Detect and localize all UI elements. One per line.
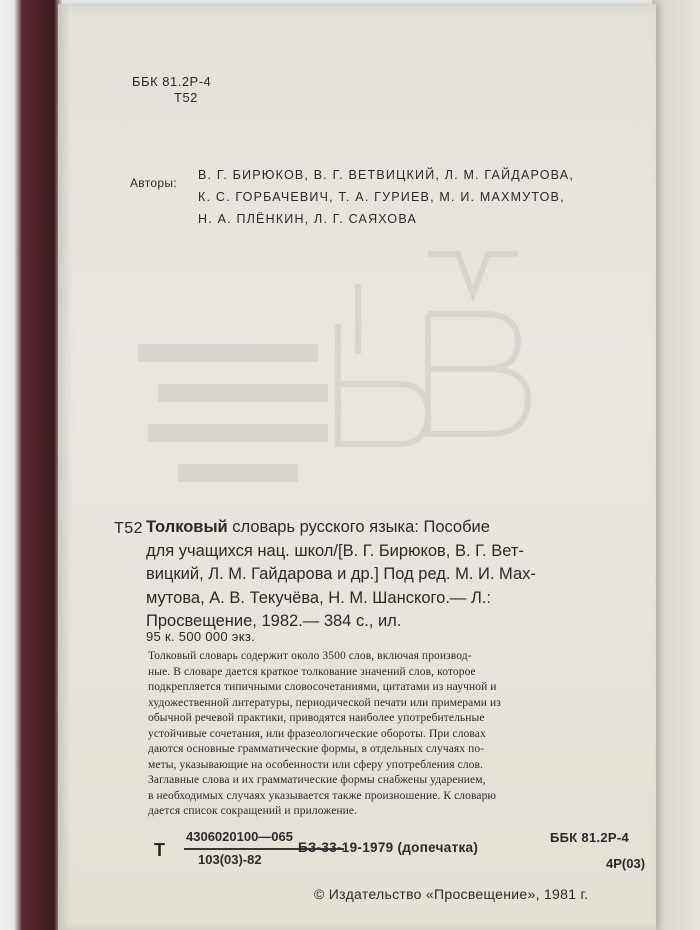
annotation-line: даются основные грамматические формы, в отдельных случаях по- (148, 743, 485, 755)
annotation-line: Заглавные слова и их грамматические формы снабжены ударением, (148, 774, 486, 786)
reprint-code: БЗ-33-19-1979 (допечатка) (298, 840, 479, 855)
price-and-print-run: 95 к. 500 000 экз. (146, 629, 256, 644)
imprint-letter: Т (154, 840, 165, 860)
authors-list (198, 164, 574, 230)
annotation-line: ные. В словаре дается краткое толкование значений слов, которое (148, 665, 476, 678)
entry-line: Просвещение, 1982.— 384 с., ил. (146, 612, 402, 630)
bbk-bottom: ББК 81.2Р-4 (550, 830, 630, 845)
entry-code: Т52 (114, 520, 144, 537)
entry-title-rest: словарь русского языка: Пособие (227, 518, 490, 536)
annotation-line: устойчивые сочетания, или фразеологические обороты. При словах (148, 727, 486, 740)
entry-line: для учащихся нац. школ/[В. Г. Бирюков, В. Г. Вет- (146, 541, 524, 560)
book-page (58, 4, 656, 930)
book-cover-edge (0, 0, 62, 930)
authors-label: Авторы: (130, 176, 177, 190)
imprint-numerator: 4306020100—065 (186, 829, 293, 844)
classification-code: 4Р(03) (606, 856, 646, 871)
annotation-line: меты, указывающие на особенности или сферу употребления слов. (148, 758, 484, 771)
author-sign-code: Т52 (174, 90, 198, 105)
entry-title-bold: Толковый (146, 518, 228, 536)
annotation-line: художественной литературы, периодической печати или примерами из (148, 696, 501, 709)
authors-line: К. С. ГОРБАЧЕВИЧ, Т. А. ГУРИЕВ, М. И. МАХМУТОВ, (198, 190, 565, 204)
entry-line: вицкий, Л. М. Гайдарова и др.] Под ред. М. И. Мах- (146, 565, 536, 583)
annotation-line: обычной речевой практики, приводятся наиболее употребительные (148, 712, 485, 724)
imprint-denominator: 103(03)-82 (198, 852, 262, 867)
next-page-edge (652, 0, 700, 930)
authors-line: В. Г. БИРЮКОВ, В. Г. ВЕТВИЦКИЙ, Л. М. ГАЙДАРОВА, (198, 168, 575, 182)
annotation-line: Толковый словарь содержит около 3500 слов, включая производ- (148, 650, 472, 662)
authors-line: Н. А. ПЛЁНКИН, Л. Г. САЯХОВА (198, 212, 418, 226)
bibliographic-entry (146, 516, 642, 634)
entry-line: мутова, А. В. Текучёва, Н. М. Шанского.— Л.: (146, 588, 492, 607)
annotation-line: подкрепляется типичными словосочетаниями, цитатами из научной и (148, 681, 497, 693)
annotation-text (148, 649, 642, 820)
annotation-line: в необходимых случаях указывается также произношение. К словарю (148, 789, 497, 802)
show-through-cover-logo (128, 234, 598, 504)
annotation-line: дается список сокращений и приложение. (148, 805, 358, 817)
entry-line-1 (146, 516, 642, 540)
copyright-notice: © Издательство «Просвещение», 1981 г. (314, 886, 589, 902)
bbk-classification: ББК 81.2Р-4 (132, 74, 212, 89)
